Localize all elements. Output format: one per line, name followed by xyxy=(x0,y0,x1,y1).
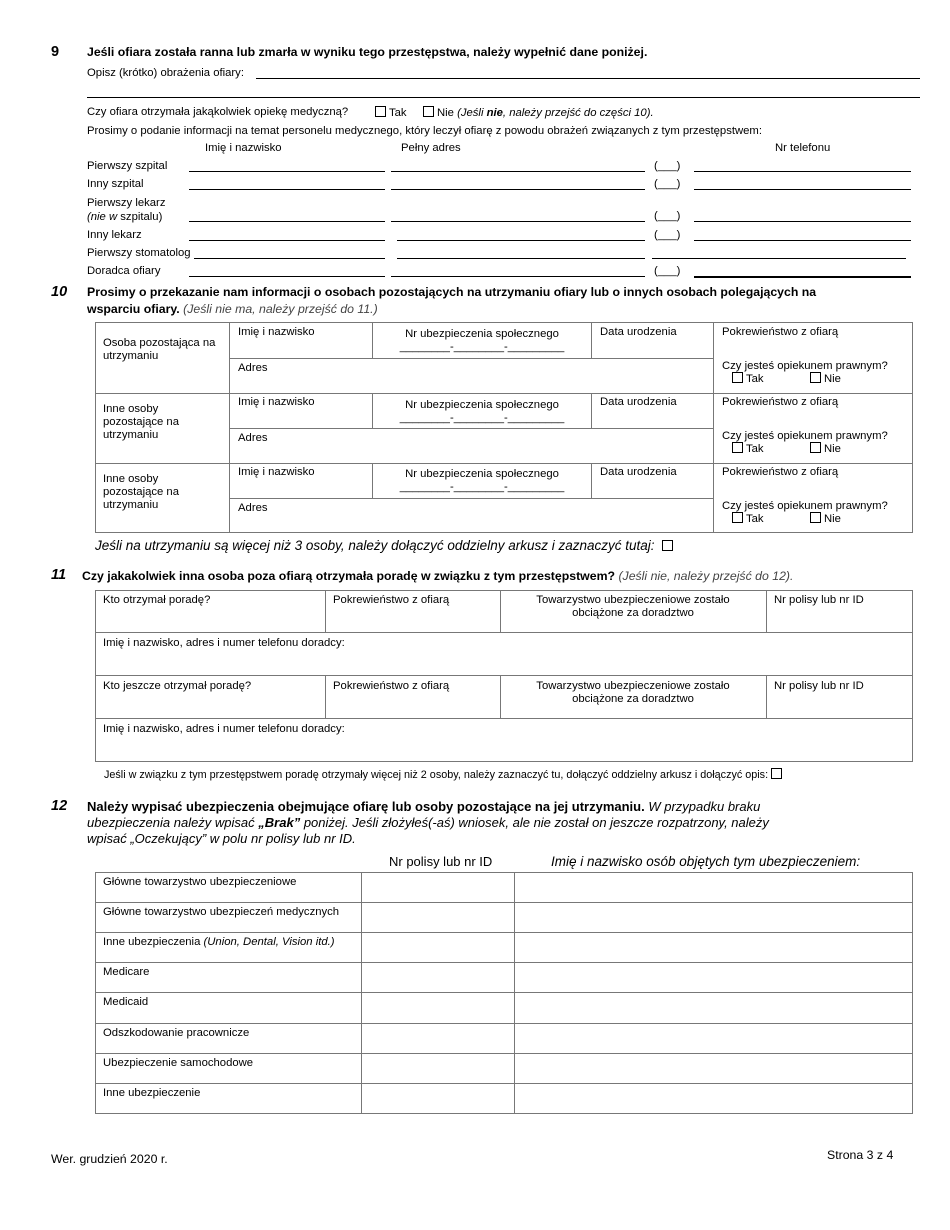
counselor-1-label: Imię i nazwisko, adres i numer telefonu doradcy: xyxy=(103,637,345,649)
counseling-vline-1a xyxy=(325,590,326,632)
first-doctor-address-field[interactable] xyxy=(391,221,645,222)
first-dentist-address-field[interactable] xyxy=(397,258,645,259)
dependent-1-vline-b xyxy=(591,322,592,358)
dependent-2-ssn-field[interactable]: ________-________-_________ xyxy=(399,412,565,424)
other-hospital-area-code[interactable]: (___) xyxy=(654,178,681,190)
injury-input-line-2[interactable] xyxy=(87,97,920,98)
counseling-vline-2c xyxy=(766,675,767,718)
section-10-heading-line1: Prosimy o przekazanie nam informacji o osobach pozostających na utrzymaniu ofiary lub o innych osobach polegających na xyxy=(87,285,817,299)
row-victim-advocate-label: Doradca ofiary xyxy=(87,265,161,277)
dependent-3-name-label: Imię i nazwisko xyxy=(238,466,315,478)
other-hospital-phone-field[interactable] xyxy=(694,189,911,190)
dependent-3-tak-label: Tak xyxy=(746,513,764,525)
first-hospital-area-code[interactable]: (___) xyxy=(654,160,681,172)
row-first-dentist-label: Pierwszy stomatolog xyxy=(87,247,191,259)
injury-label: Opisz (krótko) obrażenia ofiary: xyxy=(87,67,244,79)
advocate-phone-field[interactable] xyxy=(694,276,911,278)
insurance-row-other-text: Inne ubezpieczenia xyxy=(103,936,204,948)
counsel-2-relation-label: Pokrewieństwo z ofiarą xyxy=(333,680,450,692)
dependent-3-vline-c xyxy=(713,463,714,533)
nie-note-c: , należy przejść do części 10). xyxy=(502,107,654,119)
who-counseled-2-label: Kto jeszcze otrzymał poradę? xyxy=(103,680,252,692)
medical-care-question-text: Czy ofiara otrzymała jakąkolwiek opiekę medyczną? xyxy=(87,106,349,118)
dependent-2-nie-checkbox[interactable] xyxy=(810,442,821,453)
insurance-row-other: Inne ubezpieczenie xyxy=(103,1087,201,1099)
counseling-table xyxy=(95,590,913,762)
row-other-doctor-label: Inny lekarz xyxy=(87,229,142,241)
insurance-hline-1 xyxy=(95,902,913,903)
dependent-2-label: Inne osoby pozostające na utrzymaniu xyxy=(103,403,179,441)
insurance-row-other-cov xyxy=(103,936,335,949)
medical-nie-option[interactable] xyxy=(423,106,654,119)
other-hospital-name-field[interactable] xyxy=(189,189,385,190)
dependent-3-address-label: Adres xyxy=(238,502,268,514)
dependent-1-nie-label: Nie xyxy=(824,373,841,385)
dependent-3-ssn-label: Nr ubezpieczenia społecznego xyxy=(405,468,559,480)
counseling-extra-note-text: Jeśli w związku z tym przestępstwem poradę otrzymały więcej niż 2 osoby, należy zaznaczyć tu, dołączyć oddzielny arkusz i dołączyć opis: xyxy=(104,769,769,781)
dependent-1-tak-checkbox[interactable] xyxy=(732,372,743,383)
medical-tak-label: Tak xyxy=(389,107,407,119)
dependent-2-nie-label: Nie xyxy=(824,443,841,455)
insurance-hline-3 xyxy=(95,962,913,963)
row-first-hospital-label: Pierwszy szpital xyxy=(87,160,168,172)
dependent-1-relation-label: Pokrewieństwo z ofiarą xyxy=(722,326,839,338)
first-doctor-area-code[interactable]: (___) xyxy=(654,210,681,222)
nie-note-a: (Jeśli xyxy=(457,107,487,119)
insurance-row-other-italic: (Union, Dental, Vision itd.) xyxy=(203,936,335,948)
insurance-col-covered-header: Imię i nazwisko osób objętych tym ubezpieczeniem: xyxy=(551,854,861,869)
s11-heading-italic: (Jeśli nie, należy przejść do 12). xyxy=(618,569,794,583)
col-phone-header: Nr telefonu xyxy=(775,142,831,154)
medical-care-question xyxy=(87,106,348,118)
dependent-3-guardian-nie[interactable] xyxy=(810,512,841,526)
dependent-3-relation-label: Pokrewieństwo z ofiarą xyxy=(722,466,839,478)
dependent-2-vline-b xyxy=(591,393,592,428)
dependent-3-tak-checkbox[interactable] xyxy=(732,512,743,523)
dependent-1-label: Osoba pozostająca na utrzymaniu xyxy=(103,337,216,362)
s11-heading-bold: Czy jakakolwiek inna osoba poza ofiarą otrzymała poradę w związku z tym przestępstwem? xyxy=(82,569,616,583)
dependents-row-divider-2 xyxy=(95,463,913,464)
counseling-vline-2a xyxy=(325,675,326,718)
dependent-2-ssn-label: Nr ubezpieczenia społecznego xyxy=(405,399,559,411)
first-hospital-name-field[interactable] xyxy=(189,171,385,172)
dependent-2-name-label: Imię i nazwisko xyxy=(238,396,315,408)
dependent-2-relation-label: Pokrewieństwo z ofiarą xyxy=(722,396,839,408)
dependent-2-guardian-q: Czy jesteś opiekunem prawnym? xyxy=(722,430,888,442)
counsel-1-insurer-label: Towarzystwo ubezpieczeniowe zostało obciążone za doradztwo xyxy=(536,594,730,619)
insurance-hline-6 xyxy=(95,1053,913,1054)
nie-note-b: nie xyxy=(486,107,503,119)
s10-heading-bold: wsparciu ofiary. xyxy=(87,302,180,316)
col-address-header: Pełny adres xyxy=(401,142,461,154)
first-doctor-phone-field[interactable] xyxy=(694,221,911,222)
counseling-vline-2b xyxy=(500,675,501,718)
insurance-row-auto: Ubezpieczenie samochodowe xyxy=(103,1057,254,1069)
counsel-1-relation-label: Pokrewieństwo z ofiarą xyxy=(333,594,450,606)
insurance-vline-1 xyxy=(361,872,362,1114)
dependents-extra-note xyxy=(95,538,676,553)
other-doctor-name-field[interactable] xyxy=(189,240,385,241)
row-other-hospital-label: Inny szpital xyxy=(87,178,144,190)
footer-version: Wer. grudzień 2020 r. xyxy=(51,1152,168,1166)
section-12-heading-line2 xyxy=(87,815,769,830)
s12-heading-italic: W przypadku braku xyxy=(644,799,761,814)
s12-line2-c: poniżej. Jeśli złożyłeś(-aś) wniosek, ale nie został on jeszcze rozpatrzony, należy xyxy=(300,815,769,830)
counseling-vline-1b xyxy=(500,590,501,632)
first-dentist-phone-field[interactable] xyxy=(652,258,906,259)
first-dentist-name-field[interactable] xyxy=(194,258,385,259)
section-11-number: 11 xyxy=(51,567,67,583)
medical-tak-checkbox[interactable] xyxy=(375,106,386,117)
counseling-extra-checkbox[interactable] xyxy=(771,768,782,779)
insurance-hline-7 xyxy=(95,1083,913,1084)
dependent-1-tak-label: Tak xyxy=(746,373,764,385)
section-12-heading-line3: wpisać „Oczekujący” w polu nr polisy lub nr ID. xyxy=(87,831,356,846)
dependent-2-tak-label: Tak xyxy=(746,443,764,455)
dependent-3-label: Inne osoby pozostające na utrzymaniu xyxy=(103,473,179,511)
dependent-3-nie-label: Nie xyxy=(824,513,841,525)
dependent-3-nie-checkbox[interactable] xyxy=(810,512,821,523)
advocate-name-field[interactable] xyxy=(189,276,385,277)
insurance-row-primary: Główne towarzystwo ubezpieczeniowe xyxy=(103,876,297,888)
medical-nie-label: Nie xyxy=(437,107,454,119)
footer-page-number: Strona 3 z 4 xyxy=(827,1148,894,1162)
s10-heading-italic: (Jeśli nie ma, należy przejść do 11.) xyxy=(183,302,378,316)
dependent-2-inner-divider xyxy=(229,428,713,429)
counsel-2-insurer-label: Towarzystwo ubezpieczeniowe zostało obciążone za doradztwo xyxy=(536,680,730,705)
dependent-1-ssn-label: Nr ubezpieczenia społecznego xyxy=(405,328,559,340)
dependent-2-guardian-tak[interactable] xyxy=(732,442,764,456)
insurance-hline-2 xyxy=(95,932,913,933)
s12-line2-a: ubezpieczenia należy wpisać xyxy=(87,815,259,830)
insurance-hline-5 xyxy=(95,1023,913,1024)
insurance-row-medical: Główne towarzystwo ubezpieczeń medycznych xyxy=(103,906,340,918)
insurance-row-medicare: Medicare xyxy=(103,966,150,978)
dependent-1-vline-c xyxy=(713,322,714,393)
medical-tak-option[interactable] xyxy=(375,106,407,119)
row-first-doctor-label: Pierwszy lekarz xyxy=(87,197,166,209)
dependent-2-dob-label: Data urodzenia xyxy=(600,396,677,408)
dependent-1-ssn-field[interactable]: ________-________-_________ xyxy=(399,341,565,353)
first-doctor-sub-italic: (nie w xyxy=(87,211,121,223)
medical-nie-checkbox[interactable] xyxy=(423,106,434,117)
personnel-info-text: Prosimy o podanie informacji na temat personelu medycznego, który leczył ofiarę z powodu obrażeń związanych z tym przestępstwem: xyxy=(87,125,762,137)
dependents-row-divider-1 xyxy=(95,393,913,394)
section-10-heading-line2 xyxy=(87,302,378,316)
dependents-extra-checkbox[interactable] xyxy=(662,540,673,551)
advocate-address-field[interactable] xyxy=(391,276,645,277)
dependent-2-tak-checkbox[interactable] xyxy=(732,442,743,453)
insurance-row-medicaid: Medicaid xyxy=(103,996,149,1008)
dependent-2-address-label: Adres xyxy=(238,432,268,444)
section-11-heading xyxy=(82,569,793,583)
first-hospital-phone-field[interactable] xyxy=(694,171,911,172)
dependent-1-name-label: Imię i nazwisko xyxy=(238,326,315,338)
dependent-3-guardian-tak[interactable] xyxy=(732,512,764,526)
dependent-1-inner-divider xyxy=(229,358,713,359)
first-doctor-name-field[interactable] xyxy=(189,221,385,222)
dependent-2-vline-c xyxy=(713,393,714,463)
dependent-3-guardian-q: Czy jesteś opiekunem prawnym? xyxy=(722,500,888,512)
dependent-3-inner-divider xyxy=(229,498,713,499)
s12-heading-bold: Należy wypisać ubezpieczenia obejmujące ofiarę lub osoby pozostające na jej utrzymaniu. xyxy=(87,799,645,814)
dependent-2-guardian-nie[interactable] xyxy=(810,442,841,456)
counsel-2-policy-label: Nr polisy lub nr ID xyxy=(774,680,864,692)
insurance-row-workers-comp: Odszkodowanie pracownicze xyxy=(103,1027,250,1039)
section-9-number: 9 xyxy=(51,44,60,60)
dependent-1-guardian-nie[interactable] xyxy=(810,372,841,386)
section-10-number: 10 xyxy=(51,284,68,300)
counseling-hline-2 xyxy=(95,675,913,676)
advocate-area-code[interactable]: (___) xyxy=(654,265,681,277)
other-doctor-phone-field[interactable] xyxy=(694,240,911,241)
row-first-doctor-sublabel xyxy=(87,211,162,223)
dependent-1-dob-label: Data urodzenia xyxy=(600,326,677,338)
other-doctor-address-field[interactable] xyxy=(397,240,645,241)
s12-line2-b: „Brak” xyxy=(258,815,301,830)
other-hospital-address-field[interactable] xyxy=(391,189,645,190)
section-9-heading: Jeśli ofiara została ranna lub zmarła w wyniku tego przestępstwa, należy wypełnić dane poniżej. xyxy=(87,45,648,59)
counseling-vline-1c xyxy=(766,590,767,632)
dependent-3-vline-b xyxy=(591,463,592,498)
insurance-col-policy-header: Nr polisy lub nr ID xyxy=(389,854,493,869)
dependent-1-guardian-q: Czy jesteś opiekunem prawnym? xyxy=(722,360,888,372)
insurance-vline-2 xyxy=(514,872,515,1114)
who-counseled-1-label: Kto otrzymał poradę? xyxy=(103,594,211,606)
section-12-heading-line1 xyxy=(87,799,760,814)
dependent-3-dob-label: Data urodzenia xyxy=(600,466,677,478)
dependents-extra-note-text: Jeśli na utrzymaniu są więcej niż 3 osoby, należy dołączyć oddzielny arkusz i zaznaczyć tutaj: xyxy=(95,538,655,553)
dependent-1-address-label: Adres xyxy=(238,362,268,374)
col-name-header: Imię i nazwisko xyxy=(205,142,282,154)
counselor-2-label: Imię i nazwisko, adres i numer telefonu doradcy: xyxy=(103,723,345,735)
dependent-1-nie-checkbox[interactable] xyxy=(810,372,821,383)
counseling-hline-1 xyxy=(95,632,913,633)
section-12-number: 12 xyxy=(51,798,68,814)
counseling-hline-3 xyxy=(95,718,913,719)
counseling-extra-note xyxy=(104,768,785,781)
other-doctor-area-code[interactable]: (___) xyxy=(654,229,681,241)
dependent-1-guardian-tak[interactable] xyxy=(732,372,764,386)
first-hospital-address-field[interactable] xyxy=(391,171,645,172)
counsel-1-policy-label: Nr polisy lub nr ID xyxy=(774,594,864,606)
first-doctor-sub-normal: szpitalu) xyxy=(120,211,163,223)
injury-input-line-1[interactable] xyxy=(256,78,920,79)
insurance-hline-4 xyxy=(95,992,913,993)
dependent-3-ssn-field[interactable]: ________-________-_________ xyxy=(399,481,565,493)
